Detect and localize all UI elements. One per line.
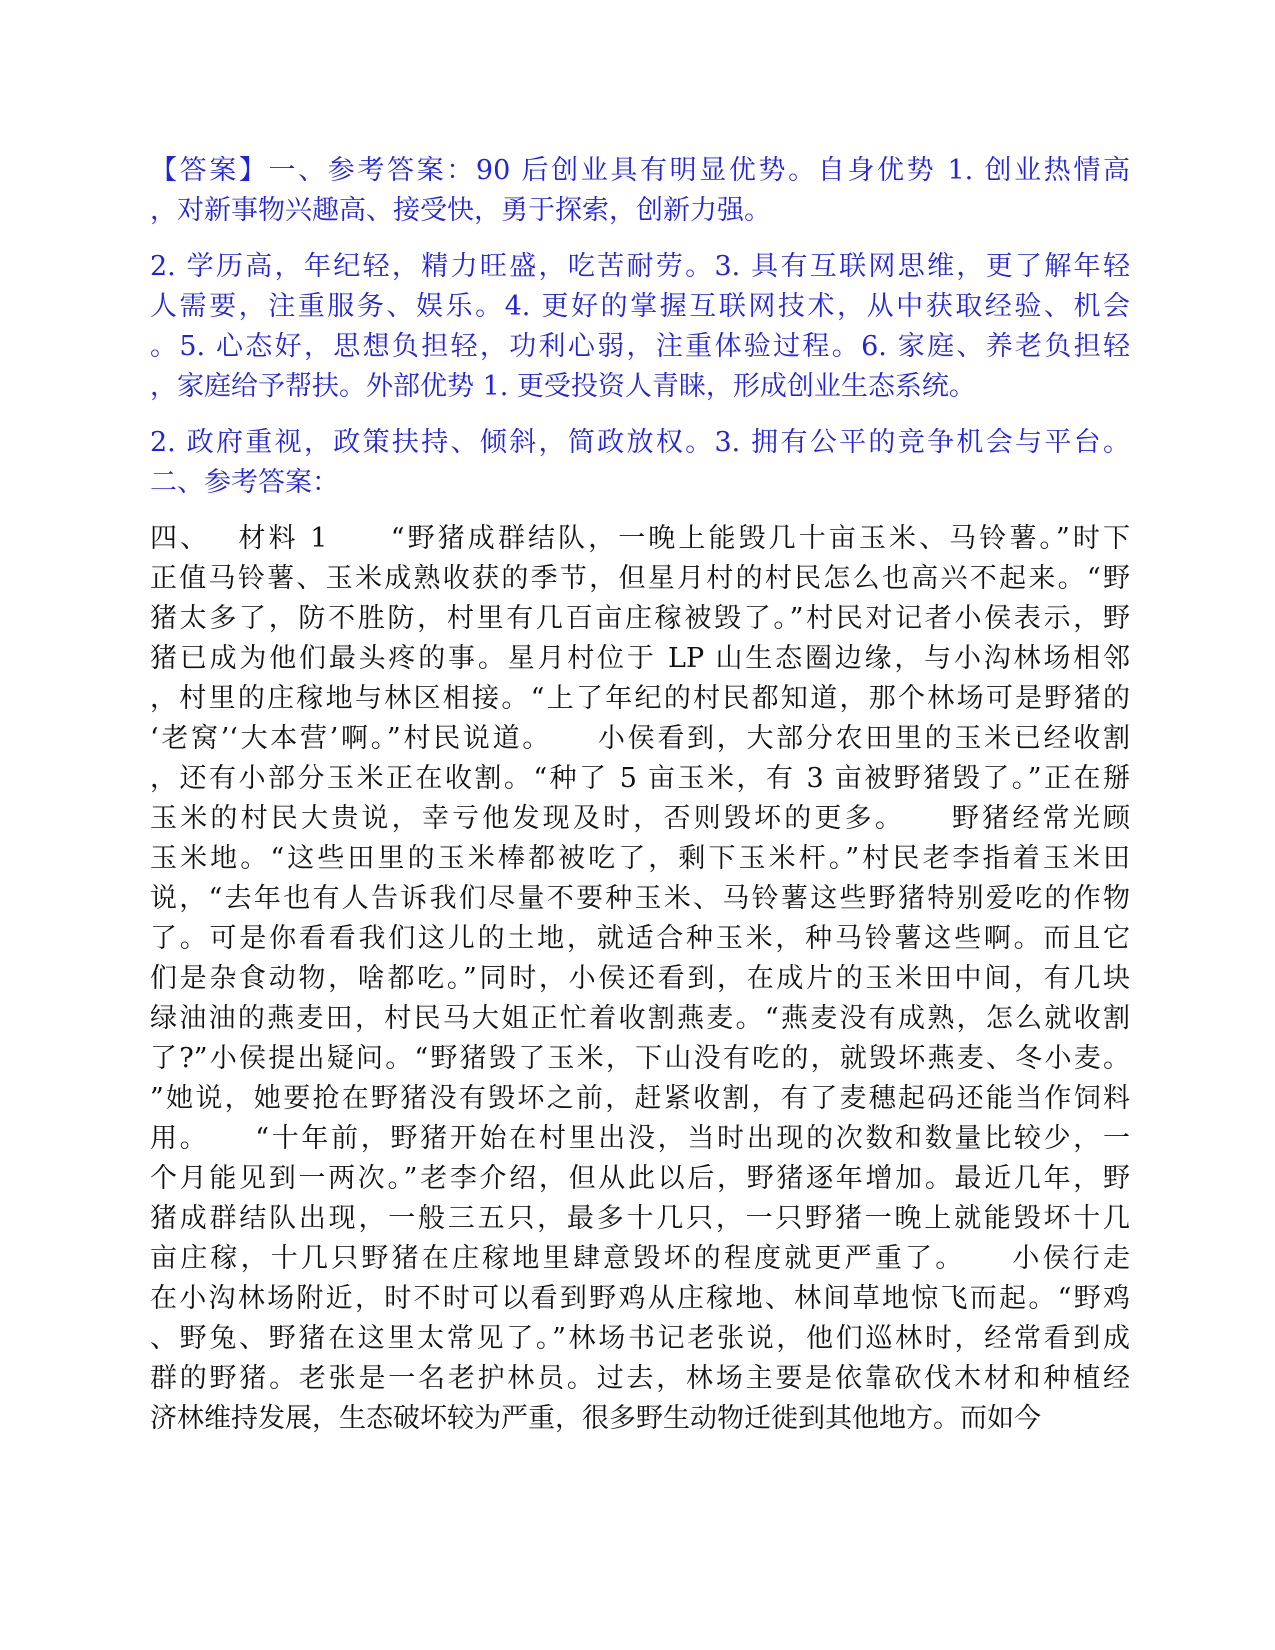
- material-line: 玉米的村民大贵说，幸亏他发现及时，否则毁坏的更多。 野猪经常光顾: [150, 803, 1130, 834]
- answer-paragraph-3: [150, 423, 1130, 503]
- material-line: 济林维持发展，生态破坏较为严重，很多野生动物迁徙到其他地方。而如今: [150, 1403, 1041, 1434]
- material-line: 正值马铃薯、玉米成熟收获的季节，但星月村的村民怎么也高兴不起来。“野: [150, 563, 1130, 594]
- material-line: 绿油油的燕麦田，村民马大姐正忙着收割燕麦。“燕麦没有成熟，怎么就收割: [150, 1003, 1130, 1034]
- answer-line: ，家庭给予帮扶。外部优势 1. 更受投资人青睐，形成创业生态系统。: [150, 371, 976, 402]
- material-line: 猪成群结队出现，一般三五只，最多十几只，一只野猪一晚上就能毁坏十几: [150, 1203, 1130, 1234]
- answer-line: 2. 政府重视，政策扶持、倾斜，简政放权。3. 拥有公平的竞争机会与平台。: [150, 427, 1130, 458]
- material-line: 个月能见到一两次。”老李介绍，但从此以后，野猪逐年增加。最近几年，野: [150, 1163, 1130, 1194]
- material-line: 了。可是你看看我们这儿的土地，就适合种玉米，种马铃薯这些啊。而且它: [150, 923, 1130, 954]
- material-line: 四、 材料 1 “野猪成群结队，一晚上能毁几十亩玉米、马铃薯。”时下: [150, 523, 1130, 554]
- material-line: 在小沟林场附近，时不时可以看到野鸡从庄稼地、林间草地惊飞而起。“野鸡: [150, 1283, 1130, 1314]
- material-line: 了?”小侯提出疑问。“野猪毁了玉米，下山没有吃的，就毁坏燕麦、冬小麦。: [150, 1043, 1130, 1074]
- answer-line: 二、参考答案：: [150, 467, 339, 498]
- answer-paragraph-2: [150, 247, 1130, 407]
- material-line: ‘老窝’‘大本营’啊。”村民说道。 小侯看到，大部分农田里的玉米已经收割: [150, 723, 1130, 754]
- answer-line: 【答案】一、参考答案：90 后创业具有明显优势。自身优势 1. 创业热情高: [150, 155, 1130, 186]
- material-line: 猪太多了，防不胜防，村里有几百亩庄稼被毁了。”村民对记者小侯表示，野: [150, 603, 1130, 634]
- material-line: 们是杂食动物，啥都吃。”同时，小侯还看到，在成片的玉米田中间，有几块: [150, 963, 1130, 994]
- answer-paragraph-1: [150, 151, 1130, 231]
- material-line: 玉米地。“这些田里的玉米棒都被吃了，剩下玉米杆。”村民老李指着玉米田: [150, 843, 1130, 874]
- answer-line: 2. 学历高，年纪轻，精力旺盛，吃苦耐劳。3. 具有互联网思维，更了解年轻: [150, 251, 1130, 282]
- answer-line: 人需要，注重服务、娱乐。4. 更好的掌握互联网技术，从中获取经验、机会: [150, 291, 1130, 322]
- material-line: 、野兔、野猪在这里太常见了。”林场书记老张说，他们巡林时，经常看到成: [150, 1323, 1130, 1354]
- material-paragraph: [150, 519, 1130, 1439]
- material-line: 说，“去年也有人告诉我们尽量不要种玉米、马铃薯这些野猪特别爱吃的作物: [150, 883, 1130, 914]
- material-line: ，还有小部分玉米正在收割。“种了 5 亩玉米，有 3 亩被野猪毁了。”正在掰: [150, 763, 1130, 794]
- material-line: 亩庄稼，十几只野猪在庄稼地里肆意毁坏的程度就更严重了。 小侯行走: [150, 1243, 1130, 1274]
- material-line: ”她说，她要抢在野猪没有毁坏之前，赶紧收割，有了麦穗起码还能当作饲料: [150, 1083, 1130, 1114]
- material-line: 用。 “十年前，野猪开始在村里出没，当时出现的次数和数量比较少，一: [150, 1123, 1130, 1154]
- material-line: ，村里的庄稼地与林区相接。“上了年纪的村民都知道，那个林场可是野猪的: [150, 683, 1130, 714]
- material-line: 猪已成为他们最头疼的事。星月村位于 LP 山生态圈边缘，与小沟林场相邻: [150, 643, 1130, 674]
- material-line: 群的野猪。老张是一名老护林员。过去，林场主要是依靠砍伐木材和种植经: [150, 1363, 1130, 1394]
- answer-line: 。5. 心态好，思想负担轻，功利心弱，注重体验过程。6. 家庭、养老负担轻: [150, 331, 1130, 362]
- answer-line: ，对新事物兴趣高、接受快，勇于探索，创新力强。: [150, 195, 771, 226]
